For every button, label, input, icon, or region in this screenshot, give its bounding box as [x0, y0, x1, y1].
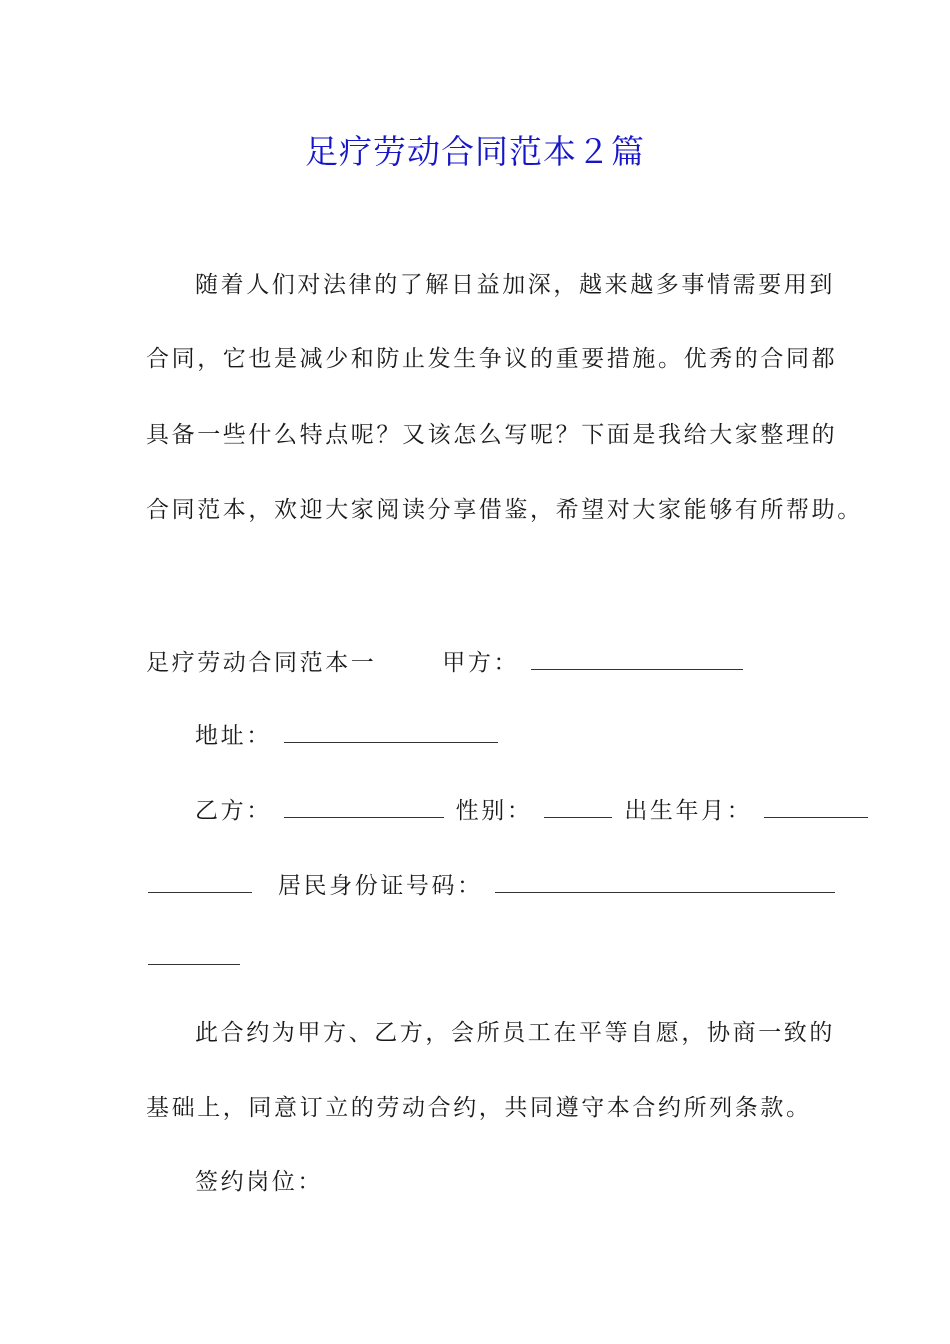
- id-blank: [495, 866, 835, 893]
- id-label: 居民身份证号码：: [277, 873, 483, 899]
- party-b-blank: [284, 791, 444, 818]
- intro-line-4: 合同范本，欢迎大家阅读分享借鉴，希望对大家能够有所帮助。: [146, 497, 863, 523]
- address-blank: [284, 716, 498, 743]
- intro-line-3: 具备一些什么特点呢？又该怎么写呢？下面是我给大家整理的: [146, 422, 838, 448]
- party-a-blank: [531, 643, 743, 670]
- agreement-line-1: 此合约为甲方、乙方，会所员工在平等自愿，协商一致的: [195, 1020, 835, 1046]
- position-label: 签约岗位：: [195, 1169, 323, 1195]
- party-a-row: [146, 643, 745, 680]
- intro-line-2: 合同，它也是减少和防止发生争议的重要措施。优秀的合同都: [146, 346, 838, 372]
- party-b-row: [195, 791, 870, 828]
- document-title: 足疗劳动合同范本２篇: [305, 132, 645, 171]
- birth-blank-continued: [148, 866, 252, 893]
- id-row: [146, 866, 837, 903]
- birth-blank: [764, 791, 868, 818]
- gender-label: 性别：: [455, 798, 533, 824]
- agreement-line-2: 基础上，同意订立的劳动合约，共同遵守本合约所列条款。: [146, 1095, 812, 1121]
- intro-line-1: 随着人们对法律的了解日益加深，越来越多事情需要用到: [195, 272, 835, 298]
- id-blank-continued: [148, 938, 240, 965]
- id-row-continued: [146, 938, 242, 975]
- section-heading: 足疗劳动合同范本一: [146, 650, 377, 676]
- party-b-label: 乙方：: [195, 798, 272, 824]
- birth-label: 出生年月：: [624, 798, 753, 824]
- gender-blank: [544, 791, 612, 818]
- address-row: [195, 716, 500, 753]
- address-label: 地址：: [195, 723, 272, 749]
- party-a-label: 甲方：: [442, 650, 520, 676]
